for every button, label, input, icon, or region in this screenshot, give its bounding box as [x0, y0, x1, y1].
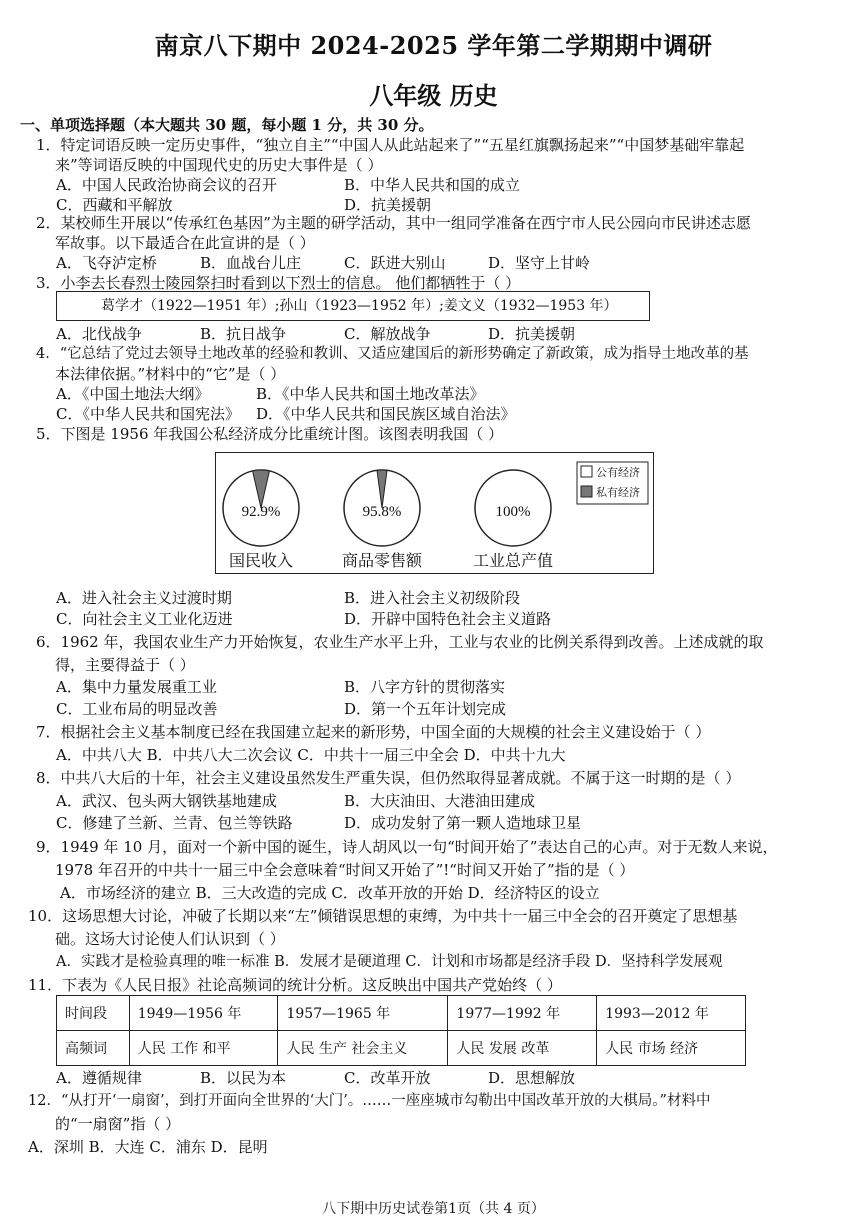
- q7-options: A．中共八大 B．中共八大二次会议 C．中共十一届三中全会 D．中共十九大: [56, 746, 566, 764]
- q3-option-a: A．北伐战争: [56, 325, 142, 343]
- q6-option-d: D．第一个五年计划完成: [344, 700, 507, 718]
- table-cell: 1993—2012 年: [597, 996, 746, 1031]
- q5-option-c: C．向社会主义工业化迈进: [56, 610, 233, 628]
- q8-line1: 8．中共八大后的十年，社会主义建设虽然发生严重失误，但仍然取得显著成就。不属于这一时期的是（ ）: [36, 769, 741, 787]
- q9-options: A．市场经济的建立 B．三大改造的完成 C．改革开放的开始 D．经济特区的设立: [60, 884, 600, 902]
- q5-option-b: B．进入社会主义初级阶段: [344, 589, 521, 607]
- q9-line2: 1978 年召开的中共十一届三中全会意味着“时间又开始了”!“时间又开始了”指的是（ ）: [55, 861, 635, 879]
- q6-option-a: A．集中力量发展重工业: [56, 678, 217, 696]
- table-cell: 人民 发展 改革: [448, 1031, 597, 1066]
- pie-value-label: 92.9%: [241, 504, 281, 520]
- q12-line2: 的“一扇窗”指（ ）: [55, 1115, 181, 1133]
- q2-line2: 军故事。以下最适合在此宣讲的是（ ）: [55, 234, 315, 252]
- q4-line1: 4．“它总结了党过去领导土地改革的经验和教训、又适应建国后的新形势确定了新政策，成为指导土地改革的基: [36, 346, 749, 362]
- q2-option-a: A．飞夺泸定桥: [56, 254, 157, 272]
- q6-line2: 得，主要得益于（ ）: [55, 656, 195, 674]
- q4-line2: 本法律依据。”材料中的“它”是（ ）: [55, 365, 286, 383]
- q2-option-b: B．血战台儿庄: [200, 254, 302, 272]
- q3-option-b: B．抗日战争: [200, 325, 287, 343]
- table-cell: 1957—1965 年: [278, 996, 448, 1031]
- table-cell: 高频词: [57, 1031, 130, 1066]
- q11-option-c: C．改革开放: [344, 1069, 431, 1087]
- q11-line1: 11．下表为《人民日报》社论高频词的统计分析。这反映出中国共产党始终（ ）: [28, 976, 562, 994]
- table-cell: 1977—1992 年: [448, 996, 597, 1031]
- q7-line1: 7．根据社会主义基本制度已经在我国建立起来的新形势，中国全面的大规模的社会主义建设始于（ ）: [36, 723, 711, 741]
- legend-label: 公有经济: [596, 466, 640, 479]
- exam-subtitle: 八年级 历史: [369, 81, 498, 110]
- q3-option-d: D．抗美援朝: [488, 325, 576, 343]
- q4-option-c: C．《中华人民共和国宪法》: [56, 405, 240, 423]
- table-row: [57, 996, 746, 1031]
- q10-options: A．实践才是检验真理的唯一标准 B．发展才是硬道理 C．计划和市场都是经济手段 D．坚持科学发展观: [56, 954, 723, 970]
- table-cell: 时间段: [57, 996, 130, 1031]
- q6-line1: 6．1962 年，我国农业生产力开始恢复，农业生产水平上升，工业与农业的比例关系得到改善。上述成就的取: [36, 633, 764, 651]
- pie-category-label: 国民收入: [228, 551, 294, 570]
- q3-line1: 3．小李去长春烈士陵园祭扫时看到以下烈士的信息。 他们都牺牲于（ ）: [36, 274, 521, 292]
- q11-option-a: A．遵循规律: [56, 1069, 142, 1087]
- q4-option-a: A．《中国土地法大纲》: [56, 385, 210, 403]
- pie-value-label: 100%: [495, 504, 531, 520]
- q1-line1: 1．特定词语反映一定历史事件，“独立自主”“中国人从此站起来了”“五星红旗飘扬起来”“中国梦基础牢靠起: [36, 136, 745, 154]
- section-heading: 一、单项选择题（本大题共 30 题，每小题 1 分，共 30 分。: [20, 116, 434, 134]
- table-row: [57, 1031, 746, 1066]
- q8-option-b: B．大庆油田、大港油田建成: [344, 792, 536, 810]
- q10-line2: 础。这场大讨论使人们认识到（ ）: [55, 930, 285, 948]
- q1-option-a: A．中国人民政治协商会议的召开: [56, 176, 277, 194]
- q3-info-text: 葛学才（1922—1951 年）;孙山（1923—1952 年）;姜文义（1932—1953 年）: [101, 298, 618, 314]
- q5-line1: 5．下图是 1956 年我国公私经济成分比重统计图。该图表明我国（ ）: [36, 425, 504, 443]
- q10-line1: 10．这场思想大讨论，冲破了长期以来“左”倾错误思想的束缚，为中共十一届三中全会的召开奠定了思想基: [28, 907, 738, 925]
- q3-option-c: C．解放战争: [344, 325, 431, 343]
- q5-option-d: D．开辟中国特色社会主义道路: [344, 610, 552, 628]
- table-cell: 人民 生产 社会主义: [278, 1031, 448, 1066]
- legend-label: 私有经济: [596, 486, 640, 499]
- page-footer: 八下期中历史试卷第1页（共 4 页）: [322, 1201, 545, 1217]
- legend-public-swatch: [581, 466, 592, 477]
- q1-option-c: C．西藏和平解放: [56, 196, 173, 214]
- q2-line1: 2．某校师生开展以“传承红色基因”为主题的研学活动，其中一组同学准备在西宁市人民公园向市民讲述志愿: [36, 214, 751, 232]
- q4-option-b: B．《中华人民共和国土地改革法》: [256, 385, 485, 403]
- q12-line1: 12．“从打开‘一扇窗’，到打开面向全世界的‘大门’。……一座座城市勾勒出中国改革开放的大棋局。”材料中: [28, 1093, 711, 1109]
- pie-category-label: 商品零售额: [341, 551, 423, 570]
- table-cell: 人民 工作 和平: [129, 1031, 278, 1066]
- q6-option-b: B．八字方针的贯彻落实: [344, 678, 506, 696]
- table-cell: 人民 市场 经济: [597, 1031, 746, 1066]
- q11-option-b: B．以民为本: [200, 1069, 287, 1087]
- q3-info-box: [56, 291, 650, 321]
- q5-option-a: A．进入社会主义过渡时期: [56, 589, 232, 607]
- q12-options: A．深圳 B．大连 C．浦东 D．昆明: [28, 1138, 268, 1156]
- q9-line1: 9．1949 年 10 月，面对一个新中国的诞生，诗人胡风以一句“时间开始了”表达自己的心声。对于无数人来说，: [36, 838, 778, 856]
- table-cell: 1949—1956 年: [129, 996, 278, 1031]
- q2-option-d: D．坚守上甘岭: [488, 254, 591, 272]
- pie-chart-svg: [216, 453, 653, 573]
- q8-option-d: D．成功发射了第一颗人造地球卫星: [344, 814, 582, 832]
- pie-category-label: 工业总产值: [472, 551, 554, 570]
- q6-option-c: C．工业布局的明显改善: [56, 700, 218, 718]
- legend-private-swatch: [581, 486, 592, 497]
- pie-chart-figure: [215, 452, 654, 574]
- q8-option-c: C．修建了兰新、兰青、包兰等铁路: [56, 814, 293, 832]
- q2-option-c: C．跃进大别山: [344, 254, 446, 272]
- q1-option-b: B．中华人民共和国的成立: [344, 176, 521, 194]
- q11-table: [56, 995, 746, 1066]
- q1-line2: 来”等词语反映的中国现代史的历史大事件是（ ）: [55, 156, 383, 174]
- q8-option-a: A．武汉、包头两大钢铁基地建成: [56, 792, 277, 810]
- q1-option-d: D．抗美援朝: [344, 196, 432, 214]
- q4-option-d: D．《中华人民共和国民族区域自治法》: [256, 405, 516, 423]
- q11-option-d: D．思想解放: [488, 1069, 576, 1087]
- exam-title: 南京八下期中 2024-2025 学年第二学期期中调研: [154, 31, 713, 60]
- pie-value-label: 95.8%: [362, 504, 402, 520]
